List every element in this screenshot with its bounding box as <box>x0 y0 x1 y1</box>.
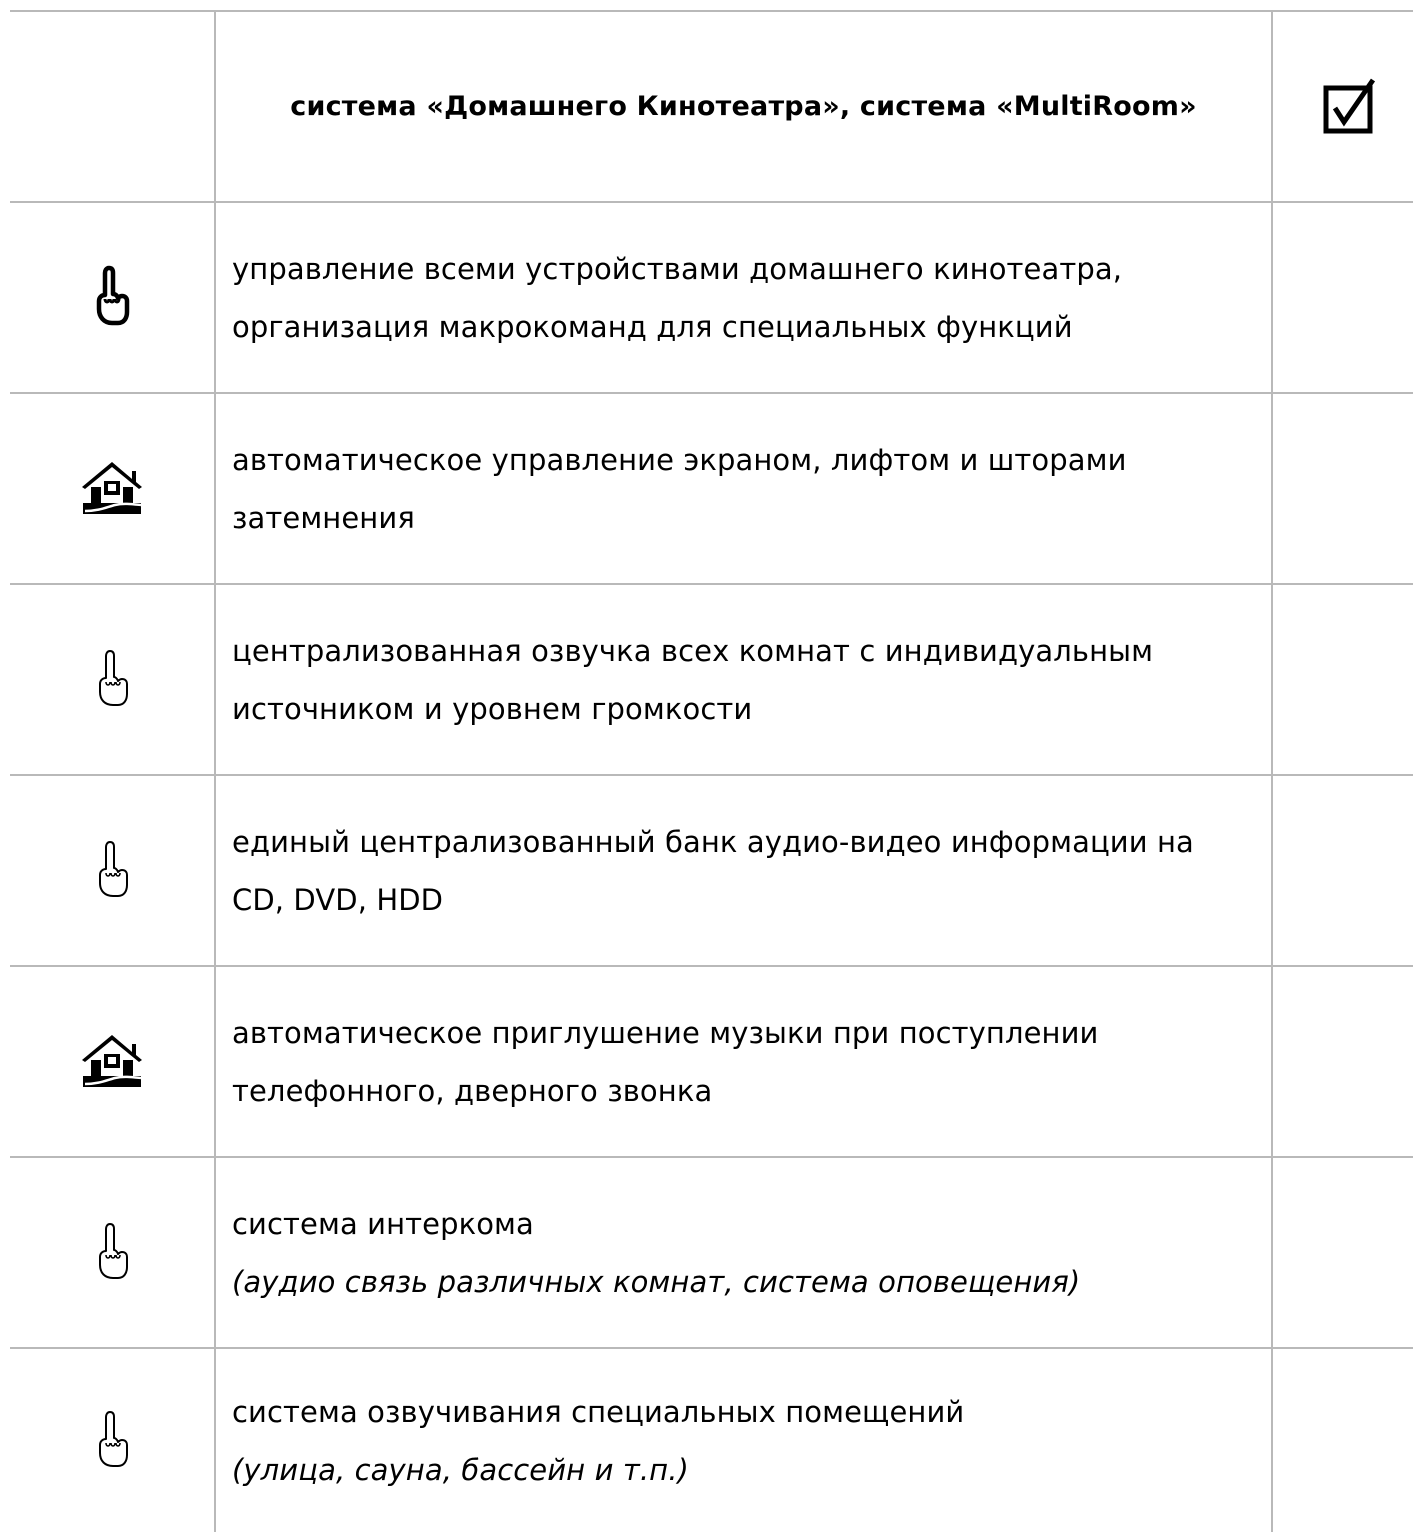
row-line: телефонного, дверного звонка <box>232 1073 713 1108</box>
row-line: единый централизованный банк аудио-видео информации на <box>232 824 1194 859</box>
row-icon-cell <box>10 775 215 966</box>
row-check-cell <box>1272 393 1413 584</box>
row-line: источником и уровнем громкости <box>232 691 753 726</box>
row-text-cell <box>215 584 1272 775</box>
pointing-hand-icon <box>94 648 130 712</box>
row-line: CD, DVD, HDD <box>232 882 444 917</box>
row-line: система озвучивания специальных помещений <box>232 1394 965 1429</box>
row-line: организация макрокоманд для специальных функций <box>232 309 1073 344</box>
table-row <box>10 202 1413 393</box>
pointing-hand-icon <box>94 1221 130 1285</box>
row-line: затемнения <box>232 500 415 535</box>
table-row <box>10 775 1413 966</box>
section-title: система «Домашнего Кинотеатра», система «MultiRoom» <box>290 91 1197 122</box>
row-icon-cell <box>10 966 215 1157</box>
pointing-hand-icon <box>94 1409 130 1473</box>
header-check-cell <box>1272 11 1413 202</box>
row-text-cell <box>215 966 1272 1157</box>
row-line: автоматическое управление экраном, лифтом и шторами <box>232 442 1127 477</box>
row-text-cell <box>215 202 1272 393</box>
pointing-hand-icon <box>92 265 132 331</box>
row-line: централизованная озвучка всех комнат с индивидуальным <box>232 633 1154 668</box>
header-title-cell <box>215 11 1272 202</box>
row-line: управление всеми устройствами домашнего кинотеатра, <box>232 251 1123 286</box>
header-icon-cell <box>10 11 215 202</box>
row-line: автоматическое приглушение музыки при поступлении <box>232 1015 1099 1050</box>
checked-box-icon[interactable] <box>1323 75 1413 139</box>
row-line: система интеркома <box>232 1206 534 1241</box>
row-check-cell <box>1272 1157 1413 1348</box>
table-row <box>10 584 1413 775</box>
row-check-cell <box>1272 775 1413 966</box>
table-row <box>10 393 1413 584</box>
row-check-cell <box>1272 966 1413 1157</box>
row-icon-cell <box>10 584 215 775</box>
row-icon-cell <box>10 202 215 393</box>
row-text-cell <box>215 1348 1272 1532</box>
row-icon-cell <box>10 393 215 584</box>
table-row <box>10 966 1413 1157</box>
row-icon-cell <box>10 1157 215 1348</box>
table-row <box>10 1157 1413 1348</box>
house-icon <box>79 1032 145 1092</box>
table-header-row <box>10 11 1413 202</box>
table-row <box>10 1348 1413 1532</box>
row-note: (аудио связь различных комнат, система оповещения) <box>232 1264 1081 1299</box>
house-icon <box>79 459 145 519</box>
row-check-cell <box>1272 202 1413 393</box>
row-check-cell <box>1272 1348 1413 1532</box>
row-text-cell <box>215 393 1272 584</box>
row-text-cell <box>215 775 1272 966</box>
row-note: (улица, сауна, бассейн и т.п.) <box>232 1452 689 1487</box>
row-icon-cell <box>10 1348 215 1532</box>
features-table <box>10 10 1413 1532</box>
row-check-cell <box>1272 584 1413 775</box>
row-text-cell <box>215 1157 1272 1348</box>
pointing-hand-icon <box>94 839 130 903</box>
